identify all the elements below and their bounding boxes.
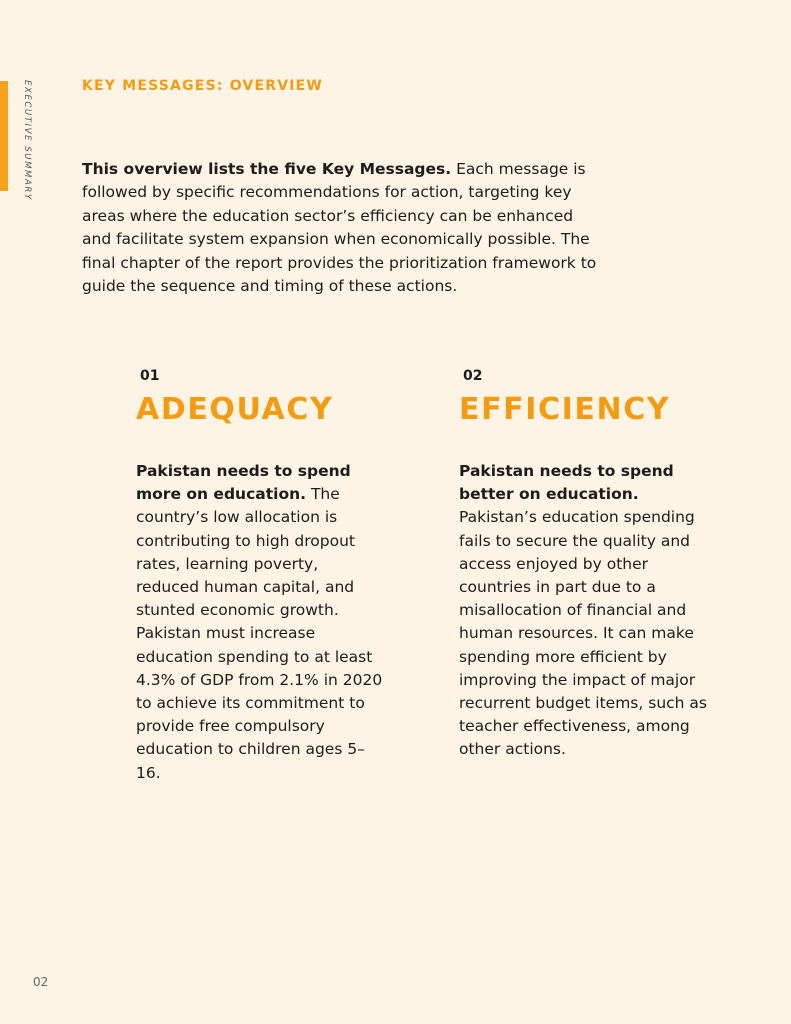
intro-paragraph — [82, 158, 607, 298]
sidebar-accent-bar — [0, 81, 8, 191]
key-message-body — [136, 460, 386, 785]
key-message-text: The country’s low allocation is contributing to high dropout rates, learning poverty, reduced human capital, and stunted economic growth. Pakistan must increase education spending to at least 4.3% of GDP from 2.1% in 2020 to achieve its commitment to provide free compulsory education to children ages 5–16. — [136, 485, 383, 782]
key-message-title: EFFICIENCY — [459, 392, 671, 427]
sidebar-section-label: EXECUTIVE SUMMARY — [22, 80, 32, 201]
key-message-lead: Pakistan needs to spend better on education. — [459, 462, 674, 504]
key-message-number: 01 — [140, 368, 160, 384]
key-message-lead: Pakistan needs to spend more on education. — [136, 462, 351, 504]
key-message-efficiency — [459, 368, 709, 762]
intro-body: Each message is followed by specific recommendations for action, targeting key areas where the education sector’s efficiency can be enhanced and facilitate system expansion when economically possible. The final chapter of the report provides the prioritization framework to guide the sequence and timing of these actions. — [82, 160, 597, 296]
page-section-title: KEY MESSAGES: OVERVIEW — [82, 78, 324, 94]
key-message-body — [459, 460, 709, 762]
key-message-text: Pakistan’s education spending fails to secure the quality and access enjoyed by other countries in part due to a misallocation of financial and human resources. It can make spending more efficient by improving the impact of major recurrent budget items, such as teacher effectiveness, among other actions. — [459, 508, 707, 759]
key-message-adequacy — [136, 368, 386, 785]
key-message-number: 02 — [463, 368, 483, 384]
page-number: 02 — [33, 975, 49, 989]
intro-lead: This overview lists the five Key Messages. — [82, 160, 452, 178]
key-message-title: ADEQUACY — [136, 392, 334, 427]
